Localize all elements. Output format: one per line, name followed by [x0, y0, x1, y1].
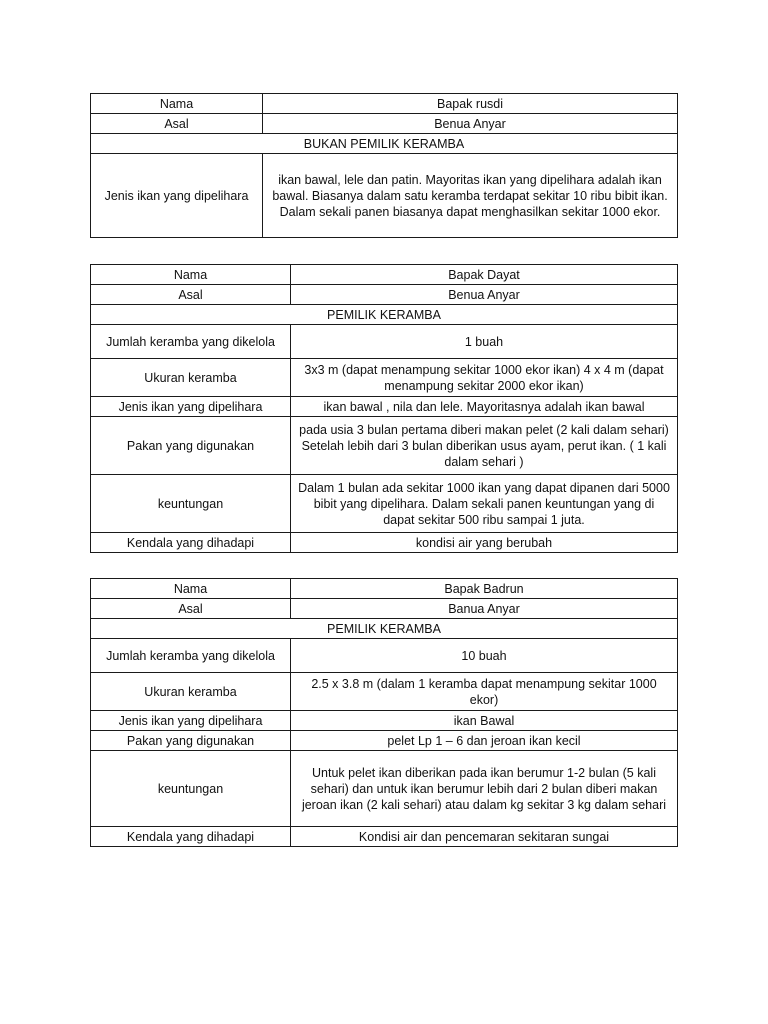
table-row — [91, 285, 678, 305]
row-value-jenis-ikan: ikan Bawal — [291, 711, 678, 731]
table-row — [91, 305, 678, 325]
row-label-ukuran-keramba: Ukuran keramba — [91, 359, 291, 397]
row-value-kendala: Kondisi air dan pencemaran sekitaran sungai — [291, 827, 678, 847]
table-row — [91, 397, 678, 417]
row-value-jenis-ikan: ikan bawal, lele dan patin. Mayoritas ikan yang dipelihara adalah ikan bawal. Biasanya dalam satu keramba terdapat sekitar 10 ribu bibit ikan. Dalam sekali panen biasanya dapat menghasilkan sekitar 1000 ekor. — [263, 154, 678, 238]
table-row — [91, 599, 678, 619]
row-label-kendala: Kendala yang dihadapi — [91, 533, 291, 553]
row-value-nama: Bapak Dayat — [291, 265, 678, 285]
respondent-table-2 — [90, 264, 678, 553]
row-label-ukuran-keramba: Ukuran keramba — [91, 673, 291, 711]
row-label-nama: Nama — [91, 94, 263, 114]
table-row — [91, 619, 678, 639]
row-label-keuntungan: keuntungan — [91, 475, 291, 533]
table-row — [91, 827, 678, 847]
respondent-table-3 — [90, 578, 678, 847]
table-row — [91, 673, 678, 711]
row-label-nama: Nama — [91, 579, 291, 599]
row-value-keuntungan: Untuk pelet ikan diberikan pada ikan berumur 1-2 bulan (5 kali sehari) dan untuk ikan berumur lebih dari 2 bulan diberi makan jeroan ikan (2 kali sehari) atau dalam kg sekitar 3 kg dalam sehari — [291, 751, 678, 827]
row-label-jenis-ikan: Jenis ikan yang dipelihara — [91, 397, 291, 417]
row-value-jumlah-keramba: 10 buah — [291, 639, 678, 673]
table-row — [91, 94, 678, 114]
row-value-pakan: pelet Lp 1 – 6 dan jeroan ikan kecil — [291, 731, 678, 751]
table-row — [91, 475, 678, 533]
row-label-pakan: Pakan yang digunakan — [91, 417, 291, 475]
row-label-jenis-ikan: Jenis ikan yang dipelihara — [91, 711, 291, 731]
table-row — [91, 359, 678, 397]
row-value-ukuran-keramba: 3x3 m (dapat menampung sekitar 1000 ekor ikan) 4 x 4 m (dapat menampung sekitar 2000 ekor ikan) — [291, 359, 678, 397]
row-label-asal: Asal — [91, 285, 291, 305]
row-label-jumlah-keramba: Jumlah keramba yang dikelola — [91, 639, 291, 673]
table-row — [91, 639, 678, 673]
section-header: BUKAN PEMILIK KERAMBA — [91, 134, 678, 154]
table-row — [91, 265, 678, 285]
row-label-asal: Asal — [91, 599, 291, 619]
respondent-table-1 — [90, 93, 678, 238]
table-row — [91, 154, 678, 238]
row-value-asal: Benua Anyar — [291, 285, 678, 305]
table-row — [91, 731, 678, 751]
table-row — [91, 579, 678, 599]
row-value-keuntungan: Dalam 1 bulan ada sekitar 1000 ikan yang dapat dipanen dari 5000 bibit yang dipelihara. Dalam sekali panen keuntungan yang di dapat sekitar 500 ribu sampai 1 juta. — [291, 475, 678, 533]
row-value-asal: Banua Anyar — [291, 599, 678, 619]
row-label-kendala: Kendala yang dihadapi — [91, 827, 291, 847]
table-row — [91, 325, 678, 359]
row-value-pakan: pada usia 3 bulan pertama diberi makan pelet (2 kali dalam sehari) Setelah lebih dari 3 bulan diberikan usus ayam, perut ikan. ( 1 kali dalam sehari ) — [291, 417, 678, 475]
table-row — [91, 417, 678, 475]
row-label-nama: Nama — [91, 265, 291, 285]
row-value-jumlah-keramba: 1 buah — [291, 325, 678, 359]
row-label-jenis-ikan: Jenis ikan yang dipelihara — [91, 154, 263, 238]
table-row — [91, 711, 678, 731]
row-value-nama: Bapak rusdi — [263, 94, 678, 114]
row-value-ukuran-keramba: 2.5 x 3.8 m (dalam 1 keramba dapat menampung sekitar 1000 ekor) — [291, 673, 678, 711]
section-header: PEMILIK KERAMBA — [91, 619, 678, 639]
row-value-jenis-ikan: ikan bawal , nila dan lele. Mayoritasnya adalah ikan bawal — [291, 397, 678, 417]
row-value-kendala: kondisi air yang berubah — [291, 533, 678, 553]
table-row — [91, 114, 678, 134]
row-label-asal: Asal — [91, 114, 263, 134]
row-label-jumlah-keramba: Jumlah keramba yang dikelola — [91, 325, 291, 359]
row-label-keuntungan: keuntungan — [91, 751, 291, 827]
row-value-nama: Bapak Badrun — [291, 579, 678, 599]
table-row — [91, 751, 678, 827]
table-row — [91, 134, 678, 154]
row-value-asal: Benua Anyar — [263, 114, 678, 134]
row-label-pakan: Pakan yang digunakan — [91, 731, 291, 751]
section-header: PEMILIK KERAMBA — [91, 305, 678, 325]
table-row — [91, 533, 678, 553]
